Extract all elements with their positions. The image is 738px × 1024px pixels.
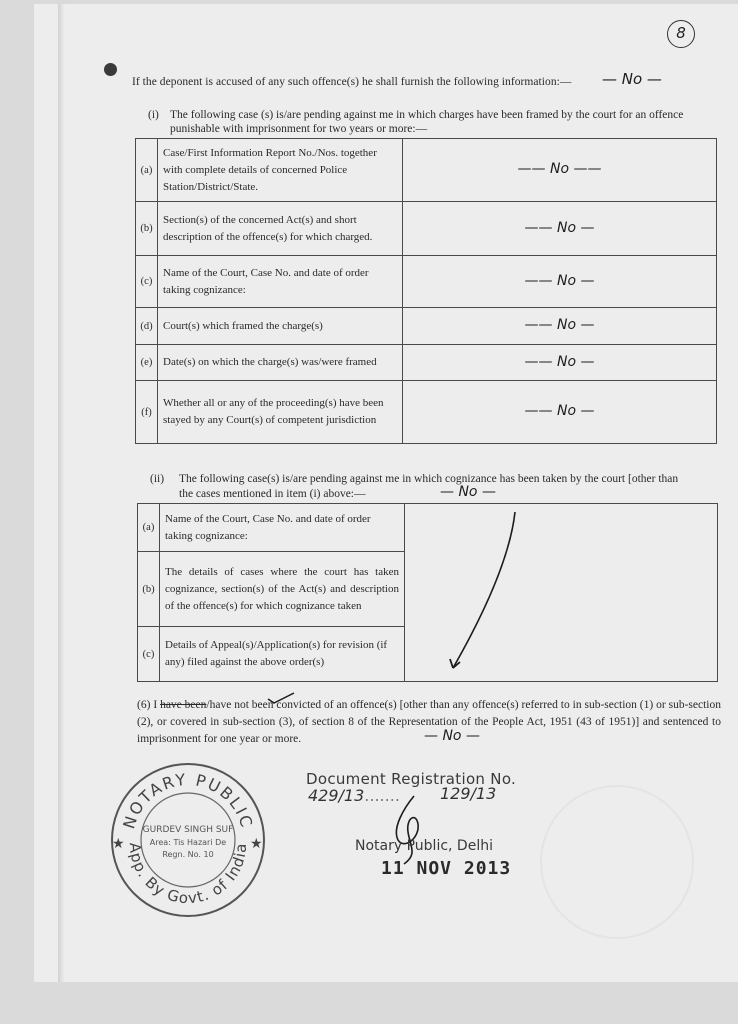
row-label: (c) <box>138 627 160 682</box>
registration-number-b: 129/13 <box>440 784 497 803</box>
row-label: (f) <box>136 381 158 444</box>
intro-answer: — No — <box>602 70 662 88</box>
page-fold <box>58 4 66 982</box>
notary-line: Notary Public, Delhi <box>355 838 493 854</box>
row-description: Details of Appeal(s)/Application(s) for revision (if any) filed against the above order(s) <box>160 627 405 682</box>
intro-statement: If the deponent is accused of any such offence(s) he shall furnish the following information:— <box>132 76 572 88</box>
row-answer: —— No —— <box>517 161 602 177</box>
table-row <box>136 345 717 381</box>
para6-struck-text: have been <box>160 699 207 711</box>
section-ii-number: (ii) <box>150 473 165 485</box>
row-description: Court(s) which framed the charge(s) <box>158 308 403 345</box>
table-row <box>138 504 718 552</box>
punch-hole <box>104 63 117 76</box>
row-label: (b) <box>138 552 160 627</box>
stamp-top-text: NOTARY PUBLIC <box>119 769 257 832</box>
section-ii-title-line1: The following case(s) is/are pending against me in which cognizance has been taken by the court [other than <box>179 473 679 485</box>
para6-lead: (6) I <box>137 699 161 711</box>
table-row <box>136 139 717 202</box>
table-row <box>136 256 717 308</box>
row-description: Date(s) on which the charge(s) was/were framed <box>158 345 403 381</box>
registration-stamp <box>306 770 517 805</box>
section-ii-answer: — No — <box>440 484 496 500</box>
strike-through-line <box>423 508 543 678</box>
row-label: (e) <box>136 345 158 381</box>
row-description: Name of the Court, Case No. and date of order taking cognizance: <box>158 256 403 308</box>
table-row <box>136 202 717 256</box>
section-i-title-line2: punishable with imprisonment for two years or more:— <box>170 123 428 135</box>
registration-numbers: 429/13....... 129/13 <box>308 784 497 805</box>
stamp-star-left: ★ <box>112 837 125 852</box>
para6-text: /have not been convicted of an offence(s) [other than any offence(s) referred to in sub-section (1) or sub-section (2), or covered in sub-section (3), of section 8 of the Representation of the People Act, 1951 (43 of 1951)] and sentenced to imprisonment for one year or more. <box>137 699 721 745</box>
row-description: Case/First Information Report No./Nos. together with complete details of concerned Police Station/District/State. <box>158 139 403 202</box>
para6-answer: — No — <box>424 728 480 744</box>
section-ii-table <box>137 503 718 682</box>
row-label: (d) <box>136 308 158 345</box>
row-label: (a) <box>138 504 160 552</box>
row-description: Whether all or any of the proceeding(s) have been stayed by any Court(s) of competent jurisdiction <box>158 381 403 444</box>
row-answer: —— No — <box>524 317 595 333</box>
row-answer: —— No — <box>524 219 595 236</box>
section-i-table <box>135 138 717 444</box>
stamp-name: GURDEV SINGH SUF <box>142 825 234 835</box>
registration-number-a: 429/13 <box>308 786 365 805</box>
row-label: (b) <box>136 202 158 256</box>
row-answer: —— No — <box>524 403 595 419</box>
stamp-bottom-text: App. By Govt. of India <box>125 841 251 908</box>
section-i-title <box>148 108 728 140</box>
page-number: 8 <box>667 20 695 48</box>
section-i-title-line1: The following case (s) is/are pending against me in which charges have been framed by the court for an offence <box>170 109 684 121</box>
section-ii-title-line2: the cases mentioned in item (i) above:— <box>179 488 366 500</box>
notary-stamp <box>108 760 268 920</box>
notary-date: 11 NOV 2013 <box>381 858 512 879</box>
stamp-star-right: ★ <box>250 837 263 852</box>
tick-mark <box>266 691 296 705</box>
table-row <box>136 308 717 345</box>
registration-title: Document Registration No. <box>306 770 517 788</box>
stamp-regn: Regn. No. 10 <box>162 850 214 859</box>
row-description: Section(s) of the concerned Act(s) and short description of the offence(s) for which charged. <box>158 202 403 256</box>
section-i-number: (i) <box>148 109 159 121</box>
row-description: Name of the Court, Case No. and date of order taking cognizance: <box>160 504 405 552</box>
answer-cell <box>405 504 718 682</box>
row-description: The details of cases where the court has taken cognizance, section(s) of the Act(s) and description of the offence(s) for which cognizance taken <box>160 552 405 627</box>
row-label: (a) <box>136 139 158 202</box>
stamp-area: Area: Tis Hazari De <box>149 838 227 847</box>
faded-stamp-impression <box>540 785 694 939</box>
row-answer: —— No — <box>524 272 595 289</box>
row-answer: —— No — <box>524 353 595 370</box>
table-row <box>136 381 717 444</box>
notary-signature <box>384 788 444 868</box>
section-ii-title <box>150 472 725 504</box>
row-label: (c) <box>136 256 158 308</box>
